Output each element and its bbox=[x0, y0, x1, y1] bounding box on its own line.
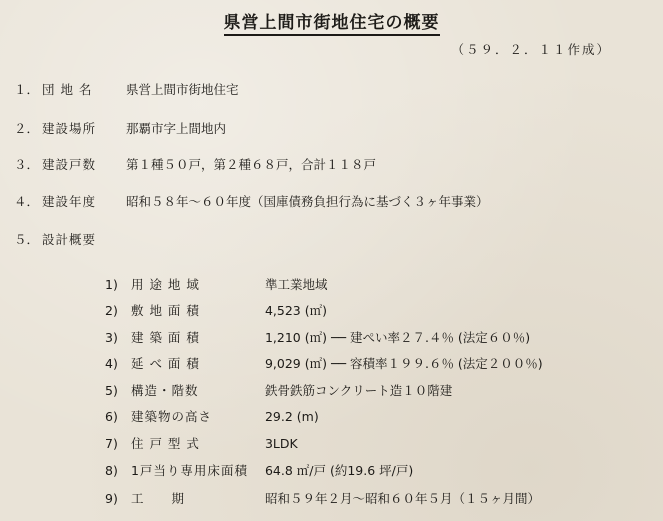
design-row-zoning bbox=[105, 275, 327, 293]
item-value: 県営上間市街地住宅 bbox=[125, 82, 239, 97]
design-number: 3) bbox=[105, 330, 118, 345]
design-value: 準工業地域 bbox=[264, 277, 328, 292]
design-row-site-area bbox=[105, 301, 327, 319]
design-number: 5) bbox=[105, 383, 118, 398]
design-value: 9,029 (㎡) ── 容積率１９９.６％ (法定２００％) bbox=[264, 356, 543, 371]
design-label: 1戸当り専用床面積 bbox=[130, 463, 248, 478]
design-number: 6) bbox=[105, 409, 118, 424]
design-row-structure bbox=[105, 381, 452, 399]
design-row-total-floor-area bbox=[105, 354, 543, 372]
creation-date: （５９．２．１１作成） bbox=[451, 42, 611, 57]
item-value: 第１種５０戸，第２種６８戸，合計１１８戸 bbox=[125, 157, 376, 172]
design-value: 昭和５９年２月～昭和６０年５月（１５ヶ月間） bbox=[264, 491, 540, 506]
design-label: 用 途 地 域 bbox=[130, 277, 200, 292]
design-label: 住 戸 型 式 bbox=[130, 436, 200, 451]
design-number: 2) bbox=[105, 303, 118, 318]
design-label: 延 べ 面 積 bbox=[130, 356, 200, 371]
design-row-construction-period bbox=[105, 489, 540, 507]
item-location bbox=[14, 119, 226, 137]
document-title bbox=[0, 8, 663, 33]
item-number: ５． bbox=[14, 232, 40, 247]
item-value: 那覇市字上間地内 bbox=[125, 121, 226, 136]
item-estate-name bbox=[14, 80, 238, 98]
design-number: 8) bbox=[105, 463, 118, 478]
item-label: 建設年度 bbox=[41, 194, 96, 209]
item-number: ２． bbox=[14, 121, 40, 136]
design-value: 1,210 (㎡) ── 建ぺい率２７.４％ (法定６０％) bbox=[264, 330, 531, 345]
design-label: 構造・階数 bbox=[130, 383, 199, 398]
item-construction-years bbox=[14, 192, 488, 210]
item-number: ３． bbox=[14, 157, 40, 172]
design-number: 1) bbox=[105, 277, 118, 292]
design-value: 3LDK bbox=[264, 436, 298, 451]
design-row-building-area bbox=[105, 328, 530, 346]
item-label: 設計概要 bbox=[41, 232, 96, 247]
item-design-summary bbox=[14, 230, 126, 248]
design-row-height bbox=[105, 407, 319, 425]
design-label: 敷 地 面 積 bbox=[130, 303, 200, 318]
design-row-floor-area-per-unit bbox=[105, 461, 413, 479]
design-number: 7) bbox=[105, 436, 118, 451]
item-label: 建設場所 bbox=[41, 121, 96, 136]
design-number: 9) bbox=[105, 491, 118, 506]
design-label: 工 期 bbox=[130, 491, 185, 506]
item-units bbox=[14, 155, 376, 173]
design-value: 4,523 (㎡) bbox=[264, 303, 327, 318]
design-row-unit-type bbox=[105, 434, 298, 452]
design-number: 4) bbox=[105, 356, 118, 371]
design-value: 29.2 (m) bbox=[264, 409, 319, 424]
design-label: 建築物の高さ bbox=[130, 409, 212, 424]
design-value: 64.8 ㎡/戸 (約19.6 坪/戸) bbox=[264, 463, 414, 478]
design-label: 建 築 面 積 bbox=[130, 330, 200, 345]
item-number: ４． bbox=[14, 194, 40, 209]
item-label: 団 地 名 bbox=[41, 82, 93, 97]
item-number: １． bbox=[14, 82, 40, 97]
document-title-text: 県営上間市街地住宅の概要 bbox=[224, 13, 440, 36]
item-label: 建設戸数 bbox=[41, 157, 96, 172]
design-value: 鉄骨鉄筋コンクリート造１０階建 bbox=[264, 383, 453, 398]
item-value: 昭和５８年～６０年度（国庫債務負担行為に基づく３ヶ年事業） bbox=[125, 194, 489, 209]
